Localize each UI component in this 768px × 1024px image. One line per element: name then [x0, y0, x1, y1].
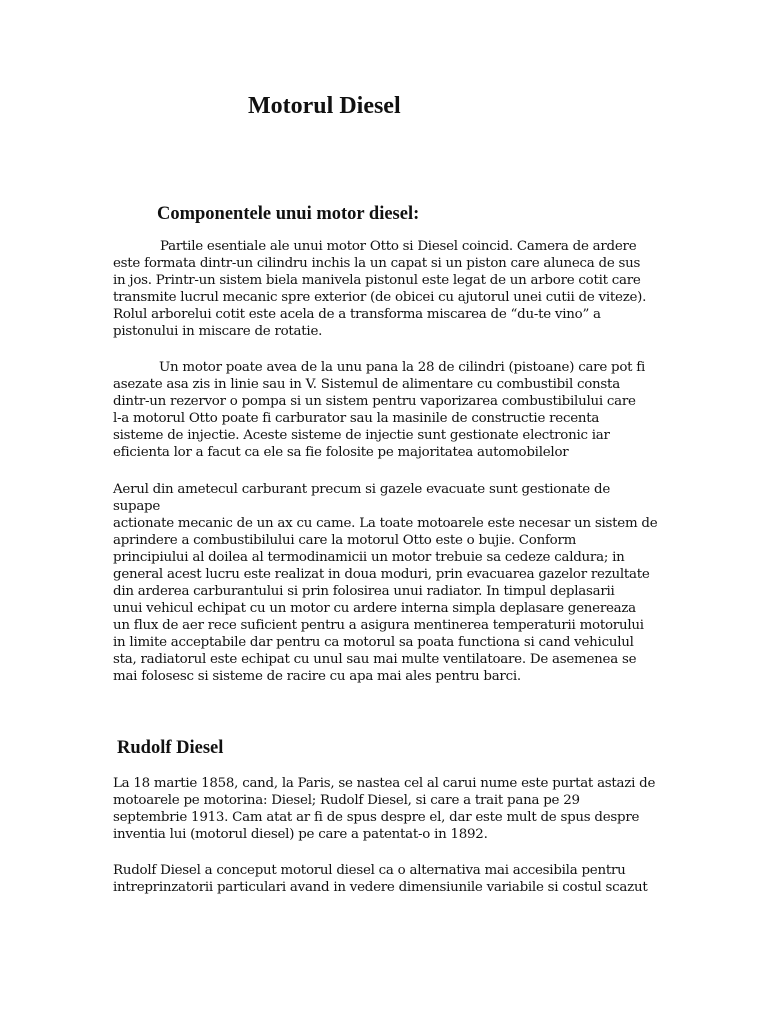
text-line: motoarele pe motorina: Diesel; Rudolf Diesel, si care a trait pana pe 29	[113, 793, 580, 808]
text-line: Aerul din ametecul carburant precum si gazele evacuate sunt gestionate de	[113, 482, 610, 497]
text-line: pistonului in miscare de rotatie.	[113, 324, 323, 339]
paragraph-invention	[113, 862, 658, 896]
text-line: mai folosesc si sisteme de racire cu apa mai ales pentru barci.	[113, 669, 521, 684]
text-line: este formata dintr-un cilindru inchis la un capat si un piston care aluneca de sus	[113, 256, 641, 271]
text-line: eficienta lor a facut ca ele sa fie folosite pe majoritatea automobilelor	[113, 445, 569, 460]
text-line: principiului al doilea al termodinamicii un motor trebuie sa cedeze caldura; in	[113, 550, 625, 565]
text-line: transmite lucrul mecanic spre exterior (de obicei cu ajutorul unei cutii de viteze).	[113, 290, 647, 305]
section-heading-rudolf-diesel: Rudolf Diesel	[117, 738, 224, 758]
text-line: actionate mecanic de un ax cu came. La toate motoarele este necesar un sistem de	[113, 516, 658, 531]
text-line: sta, radiatorul este echipat cu unul sau mai multe ventilatoare. De asemenea se	[113, 652, 637, 667]
text-line: asezate asa zis in linie sau in V. Sistemul de alimentare cu combustibil consta	[113, 377, 620, 392]
text-line: din arderea carburantului si prin folosirea unui radiator. In timpul deplasarii	[113, 584, 615, 599]
page-title: Motorul Diesel	[248, 93, 401, 119]
text-line: general acest lucru este realizat in doua moduri, prin evacuarea gazelor rezultate	[113, 567, 650, 582]
text-line: Partile esentiale ale unui motor Otto si Diesel coincid. Camera de ardere	[160, 239, 637, 254]
text-line: Rudolf Diesel a conceput motorul diesel ca o alternativa mai accesibila pentru	[113, 863, 626, 878]
text-line: supape	[113, 499, 161, 514]
text-line: Rolul arborelui cotit este acela de a transforma miscarea de “du-te vino” a	[113, 307, 601, 322]
text-line: intreprinzatorii particulari avand in vedere dimensiunile variabile si costul scazut	[113, 880, 648, 895]
section-heading-components: Componentele unui motor diesel:	[157, 204, 420, 224]
text-line: septembrie 1913. Cam atat ar fi de spus despre el, dar este mult de spus despre	[113, 810, 640, 825]
text-line: unui vehicul echipat cu un motor cu ardere interna simpla deplasare genereaza	[113, 601, 636, 616]
text-line: sisteme de injectie. Aceste sisteme de injectie sunt gestionate electronic iar	[113, 428, 610, 443]
text-line: inventia lui (motorul diesel) pe care a patentat-o in 1892.	[113, 827, 488, 842]
paragraph-cylinders	[113, 359, 658, 461]
text-line: dintr-un rezervor o pompa si un sistem pentru vaporizarea combustibilului care	[113, 394, 636, 409]
text-line: in jos. Printr-un sistem biela manivela pistonul este legat de un arbore cotit care	[113, 273, 641, 288]
text-line: La 18 martie 1858, cand, la Paris, se nastea cel al carui nume este purtat astazi de	[113, 776, 656, 791]
text-line: Un motor poate avea de la unu pana la 28 de cilindri (pistoane) care pot fi	[159, 360, 646, 375]
text-line: un flux de aer rece suficient pentru a asigura mentinerea temperaturii motorului	[113, 618, 644, 633]
text-line: in limite acceptabile dar pentru ca motorul sa poata functiona si cand vehiculul	[113, 635, 634, 650]
text-line: aprindere a combustibilului care la motorul Otto este o bujie. Conform	[113, 533, 577, 548]
text-line: l-a motorul Otto poate fi carburator sau la masinile de constructie recenta	[113, 411, 600, 426]
paragraph-components-intro	[113, 238, 658, 340]
paragraph-biography	[113, 775, 658, 843]
paragraph-cooling	[113, 481, 658, 685]
